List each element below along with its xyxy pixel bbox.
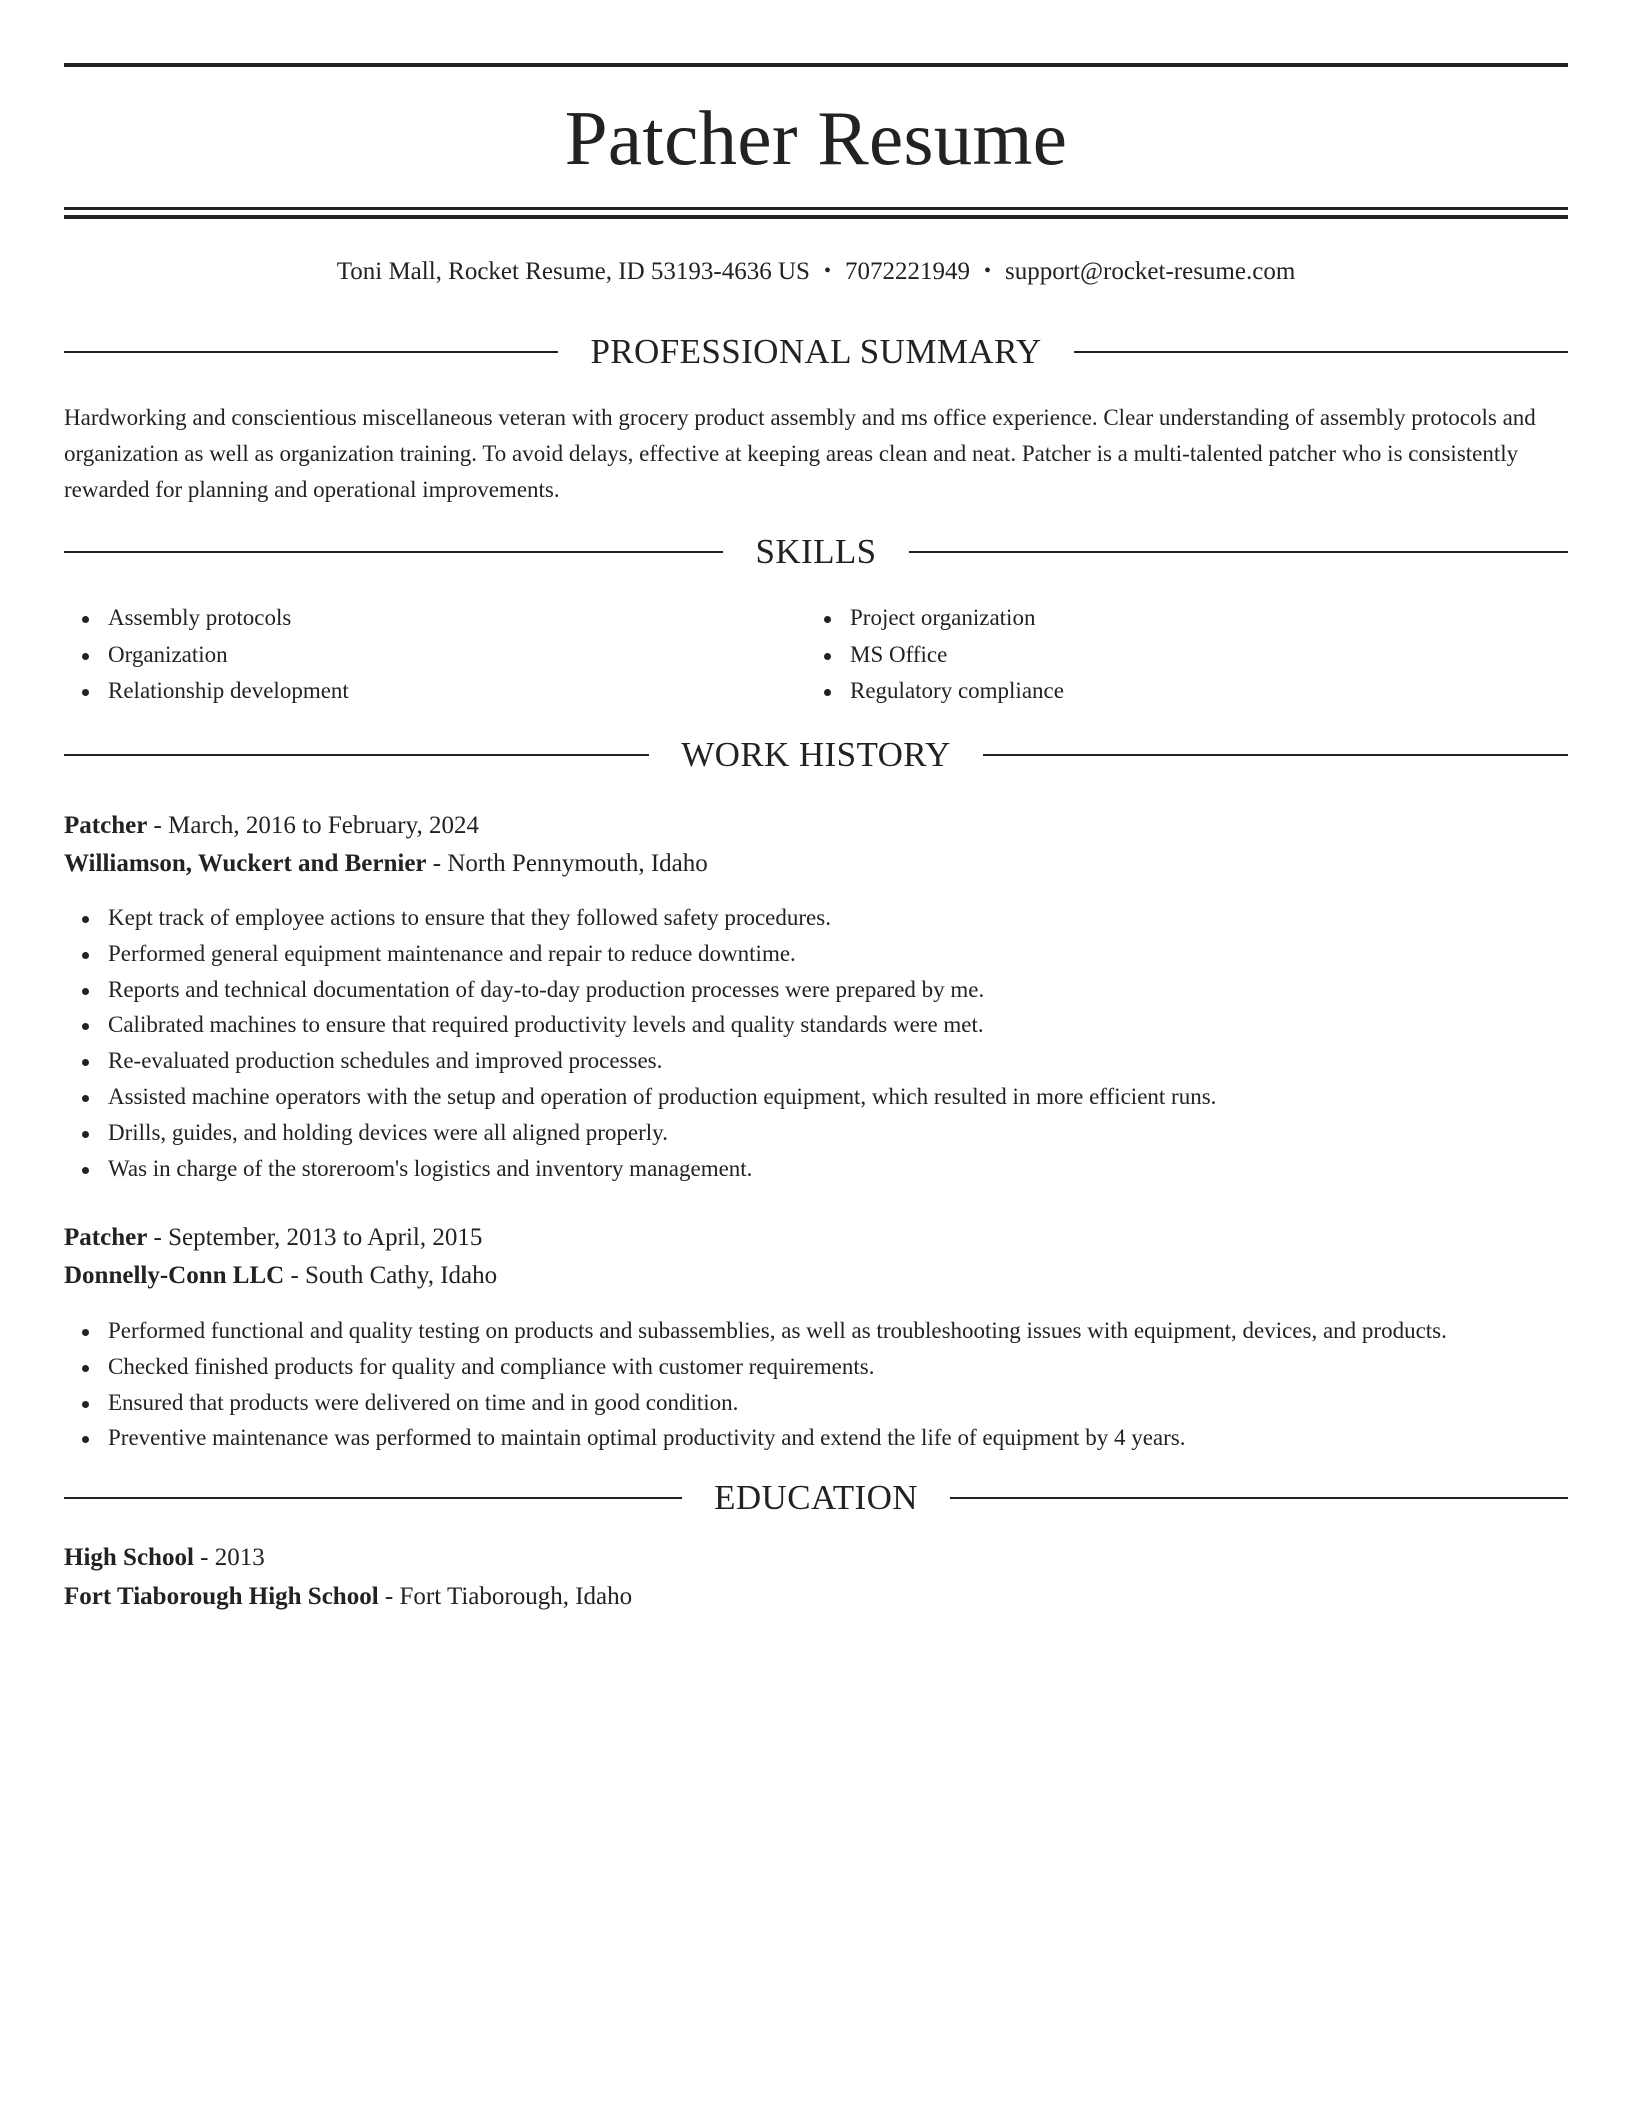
job-title: Patcher xyxy=(64,812,148,839)
resume-title: Patcher Resume xyxy=(564,95,1068,181)
contact-email: support@rocket-resume.com xyxy=(1004,258,1296,285)
job-title-line: Patcher - March, 2016 to February, 2024 xyxy=(64,812,479,839)
divider-line xyxy=(909,551,1568,553)
skill-item: Regulatory compliance xyxy=(850,673,1548,710)
duty-item: Reports and technical documentation of day-to-day production processes were prepared by me. xyxy=(108,972,1568,1008)
job-title-line: Patcher - September, 2013 to April, 2015 xyxy=(64,1224,483,1251)
skills-list xyxy=(64,600,1568,710)
duty-item: Drills, guides, and holding devices were all aligned properly. xyxy=(108,1115,1568,1151)
skills-column-left xyxy=(64,600,806,710)
contact-info xyxy=(64,254,1568,289)
divider-line xyxy=(64,754,649,756)
summary-section-header xyxy=(64,330,1568,374)
education-school-line: Fort Tiaborough High School - Fort Tiaborough, Idaho xyxy=(64,1583,633,1610)
education-section-header xyxy=(64,1476,1568,1520)
contact-separator: • xyxy=(823,260,831,282)
job-title: Patcher xyxy=(64,1224,148,1251)
education-school: Fort Tiaborough High School xyxy=(64,1583,379,1610)
duty-item: Ensured that products were delivered on time and in good condition. xyxy=(108,1385,1568,1421)
duty-item: Re-evaluated production schedules and improved processes. xyxy=(108,1043,1568,1079)
skill-item: Project organization xyxy=(850,600,1548,637)
education-year: 2013 xyxy=(214,1544,265,1571)
job-location: North Pennymouth, Idaho xyxy=(447,850,708,877)
duty-item: Assisted machine operators with the setup and operation of production equipment, which resulted in more efficient runs. xyxy=(108,1079,1568,1115)
job-duties-list xyxy=(64,1313,1568,1456)
divider-line xyxy=(950,1497,1568,1499)
work-heading: WORK HISTORY xyxy=(681,735,951,774)
contact-address: Toni Mall, Rocket Resume, ID 53193-4636 US xyxy=(336,258,810,285)
divider-line xyxy=(64,551,723,553)
education-degree: High School xyxy=(64,1544,194,1571)
header-bottom-rule-thin xyxy=(64,207,1568,210)
duty-item: Checked finished products for quality and compliance with customer requirements. xyxy=(108,1349,1568,1385)
job-company: Donnelly-Conn LLC xyxy=(64,1262,285,1289)
skill-item: MS Office xyxy=(850,637,1548,674)
divider-line xyxy=(983,754,1568,756)
skills-column-right xyxy=(806,600,1548,710)
duty-item: Calibrated machines to ensure that required productivity levels and quality standards were met. xyxy=(108,1007,1568,1043)
duty-item: Was in charge of the storeroom's logistics and inventory management. xyxy=(108,1151,1568,1187)
skill-item: Assembly protocols xyxy=(108,600,806,637)
job-dates: September, 2013 to April, 2015 xyxy=(168,1224,483,1251)
skills-section-header xyxy=(64,530,1568,574)
duty-item: Kept track of employee actions to ensure that they followed safety procedures. xyxy=(108,900,1568,936)
skills-heading: SKILLS xyxy=(755,532,877,571)
job-location: South Cathy, Idaho xyxy=(305,1262,498,1289)
skill-item: Organization xyxy=(108,637,806,674)
header-bottom-rule-thick xyxy=(64,215,1568,219)
education-degree-line: High School - 2013 xyxy=(64,1544,265,1571)
job-duties-list xyxy=(64,900,1568,1186)
duty-item: Preventive maintenance was performed to maintain optimal productivity and extend the life of equipment by 4 years. xyxy=(108,1420,1568,1456)
divider-line xyxy=(64,1497,682,1499)
education-heading: EDUCATION xyxy=(714,1478,918,1517)
work-section-header xyxy=(64,733,1568,777)
duty-item: Performed functional and quality testing on products and subassemblies, as well as troubleshooting issues with equipment, devices, and products. xyxy=(108,1313,1568,1349)
job-dates: March, 2016 to February, 2024 xyxy=(168,812,479,839)
job-company: Williamson, Wuckert and Bernier xyxy=(64,850,427,877)
summary-text: Hardworking and conscientious miscellaneous veteran with grocery product assembly and ms office experience. Clear understanding of assembly protocols and organization as well as organization training. To avoid delays, effective at keeping areas clean and neat. Patcher is a multi-talented patcher who is consistently rewarded for planning and operational improvements. xyxy=(64,405,1536,502)
divider-line xyxy=(64,351,558,353)
job-company-line: Williamson, Wuckert and Bernier - North Pennymouth, Idaho xyxy=(64,850,708,877)
header-top-rule xyxy=(64,63,1568,67)
contact-phone: 7072221949 xyxy=(844,258,970,285)
education-location: Fort Tiaborough, Idaho xyxy=(399,1583,633,1610)
summary-heading: PROFESSIONAL SUMMARY xyxy=(590,332,1042,371)
contact-separator: • xyxy=(983,260,991,282)
job-company-line: Donnelly-Conn LLC - South Cathy, Idaho xyxy=(64,1262,498,1289)
divider-line xyxy=(1074,351,1568,353)
skill-item: Relationship development xyxy=(108,673,806,710)
duty-item: Performed general equipment maintenance and repair to reduce downtime. xyxy=(108,936,1568,972)
